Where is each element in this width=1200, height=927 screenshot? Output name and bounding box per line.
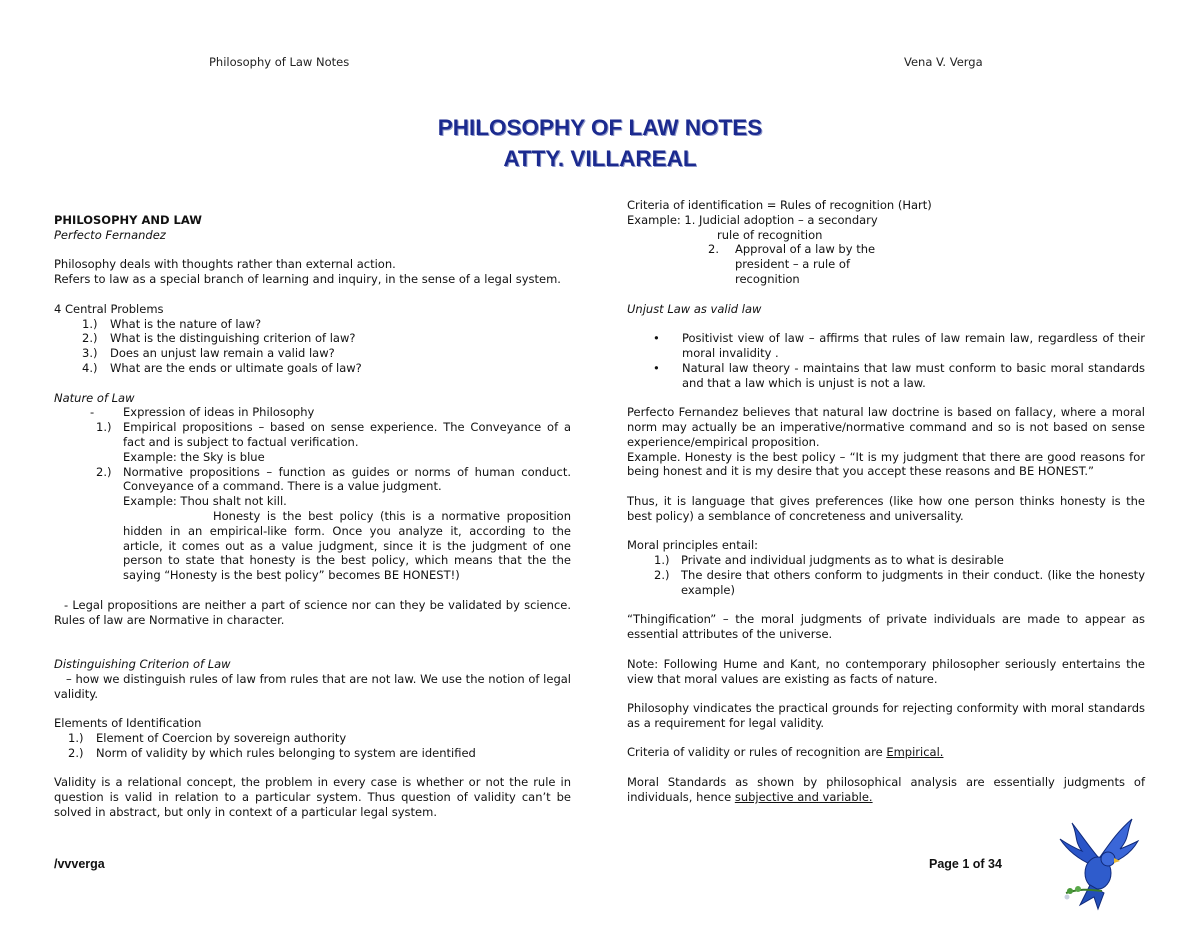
header-left: Philosophy of Law Notes — [209, 55, 350, 69]
paragraph: Perfecto Fernandez believes that natural law doctrine is based on fallacy, where a moral norm may actually be an imperative/normative command and so is not based on sense experience/empirical proposition. — [627, 405, 1145, 449]
list-item: 2.) Norm of validity by which rules belonging to system are identified — [68, 745, 476, 760]
eagle-logo-icon — [1058, 815, 1140, 915]
bullet-item: • Positivist view of law – affirms that rules of law remain law, regardless of their moral invalidity . — [653, 331, 1145, 360]
header-right: Vena V. Verga — [904, 55, 983, 69]
list-item: 2.) The desire that others conform to judgments in their conduct. (like the honesty example) — [654, 567, 1145, 597]
title-line-2: ATTY. VILLAREAL — [503, 146, 697, 171]
elements-heading: Elements of Identification — [54, 716, 202, 731]
list-item: 1.) Element of Coercion by sovereign authority — [68, 730, 347, 745]
validity-paragraph: Validity is a relational concept, the problem in every case is whether or not the rule in question is valid in relation to a particular system. Thus question of validity can’t be solved in abstract, but only in context of a particular legal system. — [54, 775, 571, 819]
honesty-text: Honesty is the best policy (this is a normative proposition hidden in an empirical-like form. Once you analyze it, according to the article, it comes out as a value judgment, since it is the judgment of one person to state that honesty is the best policy, which means that the the saying “Honesty is the best policy” becomes BE HONEST!) — [123, 508, 571, 583]
paragraph: “Thingification” – the moral judgments of private individuals are made to appear as essential attributes of the universe. — [627, 612, 1145, 642]
page-number: Page 1 of 34 — [929, 857, 1002, 871]
paragraph: Philosophy vindicates the practical grounds for rejecting conformity with moral standards as a requirement for legal validity. — [627, 701, 1145, 730]
list-item: 1.) What is the nature of law? — [82, 316, 262, 331]
nature-heading: Nature of Law — [54, 390, 135, 405]
paragraph: Moral Standards as shown by philosophical analysis are essentially judgments of individuals, hence subjective and variable. — [627, 775, 1145, 804]
list-item: 3.) Does an unjust law remain a valid law? — [82, 346, 335, 361]
title-line-1: PHILOSOPHY OF LAW NOTES — [437, 115, 763, 140]
paragraph: Philosophy deals with thoughts rather than external action. — [54, 257, 396, 272]
list-item: 1.) Private and individual judgments as to what is desirable — [654, 553, 1004, 568]
list-item: - Expression of ideas in Philosophy — [90, 405, 315, 420]
problems-heading: 4 Central Problems — [54, 301, 164, 316]
distinguishing-heading: Distinguishing Criterion of Law — [54, 656, 231, 671]
empirical-text: Empirical propositions – based on sense experience. The Conveyance of a fact and is subject to factual verification. — [123, 420, 571, 449]
paragraph: Criteria of validity or rules of recognition are Empirical. — [627, 745, 944, 760]
distinguishing-text: – how we distinguish rules of law from rules that are not law. We use the notion of legal validity. — [54, 671, 571, 701]
left-column — [54, 213, 571, 820]
paragraph: Thus, it is language that gives preferences (like how one person thinks honesty is the best policy) a semblance of concreteness and universality. — [627, 493, 1145, 523]
footer-left: /vvverga — [54, 857, 105, 871]
bullet-item: • Natural law theory - maintains that law must conform to basic moral standards and that a law which is unjust is not a law. — [653, 360, 1145, 390]
legal-propositions: - Legal propositions are neither a part of science nor can they be validated by science. Rules of law are Normative in character. — [54, 597, 571, 627]
right-column — [627, 198, 1145, 805]
paragraph: Note: Following Hume and Kant, no contemporary philosopher seriously entertains the view that moral values are existing as facts of nature. — [627, 656, 1145, 686]
example-line: rule of recognition — [717, 227, 823, 242]
criteria-line: Criteria of identification = Rules of recognition (Hart) — [627, 198, 932, 212]
example-line: Example: 1. Judicial adoption – a secondary — [627, 212, 878, 227]
example-item: 2. Approval of a law by the president – a rule of recognition — [708, 242, 876, 286]
document-title — [0, 112, 1200, 174]
unjust-heading: Unjust Law as valid law — [627, 301, 762, 316]
moral-heading: Moral principles entail: — [627, 538, 759, 553]
list-item: 1.) Empirical propositions – based on sense experience. The Conveyance of a fact and is subject to factual verification. Example: the Sky is blue — [96, 420, 571, 464]
empirical-example: Example: the Sky is blue — [123, 449, 265, 464]
section-title: PHILOSOPHY AND LAW — [54, 213, 202, 227]
list-item: 2.) What is the distinguishing criterion of law? — [82, 331, 356, 346]
normative-example: Example: Thou shalt not kill. — [123, 494, 287, 509]
author: Perfecto Fernandez — [54, 227, 166, 242]
paragraph: Example. Honesty is the best policy – “It is my judgment that there are good reasons for being honest and it is my desire that you accept these reasons and BE HONEST.” — [627, 449, 1145, 479]
list-item: 2.) Normative propositions – function as guides or norms of human conduct. Conveyance of a command. There is a value judgment. Example: Thou shalt not kill. Honesty is the best policy (this is a normative proposition hidden in an empirical-like form. Once you analyze it, according to the article, it comes out as a value judgment, since it is the judgment of one person to state that honesty is the best policy, which means that the the saying “Honesty is the best policy” becomes BE HONEST!) — [96, 464, 571, 583]
paragraph: Refers to law as a special branch of learning and inquiry, in the sense of a legal system. — [54, 272, 561, 287]
normative-text: Normative propositions – function as guides or norms of human conduct. Conveyance of a command. There is a value judgment. — [123, 464, 571, 494]
list-item: 4.) What are the ends or ultimate goals of law? — [82, 360, 362, 375]
